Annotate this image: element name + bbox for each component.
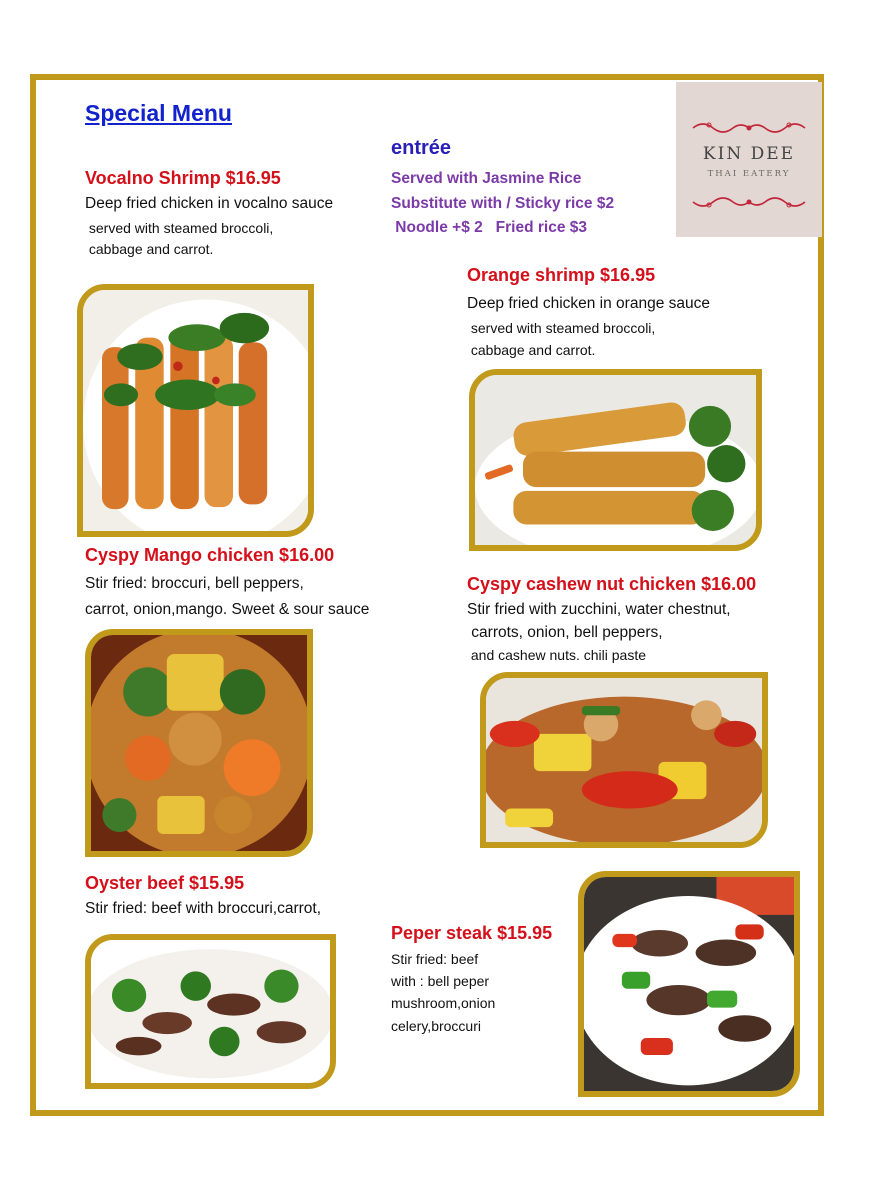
dish-desc-line: carrot, onion,mango. Sweet & sour sauce (85, 601, 370, 618)
dish-desc-line: Stir fried with zucchini, water chestnut, (467, 601, 731, 618)
mango-chicken-photo (85, 629, 313, 857)
cashew-chicken-photo (480, 672, 768, 848)
dish-desc-line: cabbage and carrot. (467, 342, 596, 358)
entree-extras-note: Noodle +$ 2 Fried rice $3 (391, 219, 587, 236)
dish-desc-line: served with steamed broccoli, (467, 320, 656, 336)
dish-desc-line: with : bell peper (391, 973, 490, 989)
dish-desc-line: Stir fried: beef with broccuri,carrot, (85, 900, 322, 917)
peper-steak-photo (578, 871, 800, 1097)
kin-dee-logo (676, 82, 822, 237)
dish-desc-line: Stir fried: beef (391, 951, 479, 967)
dish-desc-line: cabbage and carrot. (85, 241, 214, 257)
entree-substitute-note: Substitute with / Sticky rice $2 (391, 195, 615, 212)
dish-desc-line: served with steamed broccoli, (85, 220, 274, 236)
dish-desc-line: carrots, onion, bell peppers, (467, 624, 663, 641)
entree-rice-note: Served with Jasmine Rice (391, 170, 582, 187)
dish-desc-line: celery,broccuri (391, 1018, 481, 1034)
dish-desc-line: Deep fried chicken in orange sauce (467, 295, 710, 312)
dish-desc-line: and cashew nuts. chili paste (467, 647, 646, 663)
dish-name-orange-shrimp: Orange shrimp $16.95 (467, 265, 656, 285)
logo-name: KIN DEE (702, 144, 796, 164)
dish-name-oyster-beef: Oyster beef $15.95 (85, 873, 245, 893)
entree-heading: entrée (391, 137, 452, 159)
oyster-beef-photo (85, 934, 336, 1089)
ornament-bottom-icon (689, 192, 809, 212)
dish-desc-line: mushroom,onion (391, 995, 496, 1011)
logo-subtitle: THAI EATERY (707, 169, 791, 179)
dish-name-cashew-chicken: Cyspy cashew nut chicken $16.00 (467, 574, 757, 594)
dish-desc-line: Deep fried chicken in vocalno sauce (85, 195, 334, 212)
dish-name-peper-steak: Peper steak $15.95 (391, 923, 553, 943)
ornament-top-icon (689, 118, 809, 138)
dish-name-mango-chicken: Cyspy Mango chicken $16.00 (85, 545, 335, 565)
vocalno-shrimp-photo (77, 284, 314, 537)
dish-desc-line: Stir fried: broccuri, bell peppers, (85, 575, 304, 592)
dish-name-vocalno-shrimp: Vocalno Shrimp $16.95 (85, 168, 281, 188)
orange-shrimp-photo (469, 369, 762, 551)
menu-title: Special Menu (85, 100, 232, 126)
